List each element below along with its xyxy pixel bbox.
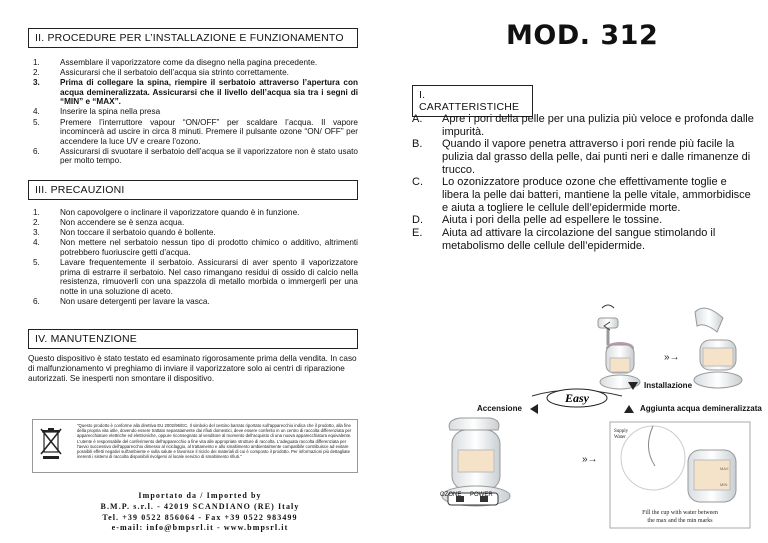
section3-title: III. PRECAUZIONI: [28, 180, 358, 200]
maintenance-text: Questo dispositivo è stato testato ed esaminato rigorosamente prima della vendita. In caso di malfunzionamento vi preghiamo di inviare il vaporizzatore solo ai centri di riparazione autorizzati. Se inesperti non smontare il dispositivo.: [28, 354, 357, 383]
list-item: B. Quando il vapore penetra attraverso i pori rende più facile la pulizia dal grasso della pelle, dai punti neri e dalle rimanenze di trucco.: [412, 138, 751, 176]
list-item: D. Aiuta i pori della pelle ad espellere le tossine.: [412, 214, 663, 227]
arrow-icon: »→: [582, 454, 598, 465]
list-item: 2. Assicurarsi che il serbatoio dell’acqua sia strinto correttamente.: [33, 68, 289, 78]
list-item: 4. Non mettere nel serbatoio nessun tipo di prodotto chimico o additivo, altrimenti potrebbero fuoriuscire getti d’acqua.: [33, 238, 358, 257]
disposal-text: "Questo prodotto è conforme alla direttiva EU 2002/96/EC. Il simbolo del cestino barrato riportato sull'apparecchio indica che il prodotto, alla fine della propria vita utile, dovendo essere trattato separatamente dai rifiuti domestici, deve essere conferito in un centro di raccolta differenziata per apparecchiature elettriche ed elettroniche, oppure riconsegnato al venditore al momento dell'acquisto di una nuova apparecchiatura equivalente. L'utente è responsabile del conferimento dell'apparecchio a fine vita alle appropriate strutture di raccolta. L'adeguata raccolta differenziata per l'avvio successivo dell'apparecchio dimesso al riciclaggio, al trattamento e allo smaltimento ambientalmente compatibile contribuisce ad evitare possibili effetti negativi sull'ambiente e sulla salute e favorisce il riciclo dei materiali di cui è composto il prodotto. Per informazioni più dettagliate inerenti i sistemi di raccolta disponibili rivolgersi al locale servizio di smaltimento rifiuti.": [77, 423, 352, 460]
triangle-icon: [530, 404, 538, 414]
installazione-label: Installazione: [628, 381, 692, 390]
aggiunta-label: Aggiunta acqua demineralizzata: [624, 404, 762, 413]
ozone-label: OZONE: [440, 492, 462, 498]
fill-instruction: the max and the min marks: [647, 518, 713, 524]
easy-logo: Easy: [565, 391, 589, 405]
max-mark: MAX: [720, 466, 729, 471]
list-item: 1. Non capovolgere o inclinare il vaporizzatore quando è in funzione.: [33, 208, 300, 217]
features-list: [412, 113, 755, 252]
list-item: 6. Non usare detergenti per lavare la vasca.: [33, 296, 210, 306]
list-item: 3. Prima di collegare la spina, riempire il serbatoio attraverso l’apertura con acqua demineralizzata. Assicurarsi che il livello dell’acqua sia tra i segni di “MIN” e “MAX”.: [33, 78, 358, 107]
list-item: A. Apre i pori della pelle per una pulizia più veloce e profonda dalle impurità.: [412, 113, 754, 138]
installation-list: [33, 58, 358, 167]
list-item: 6. Assicurarsi di svuotare il serbatoio dell’acqua se il vaporizzatore non è stato usato per molto tempo.: [33, 146, 358, 166]
water-label: Water: [614, 435, 626, 440]
list-item: 5. Premere l’interruttore vapour “ON/OFF” per scaldare l’acqua. Il vapore incomincerà ad uscire in circa 8 minuti. Premere il pulsante ozone “ON/ OFF” per accendere la luce UV e creare l’ozono.: [33, 117, 358, 146]
list-item: 3. Non toccare il serbatoio quando è bollente.: [33, 228, 216, 238]
accensione-label: Accensione: [477, 404, 538, 414]
power-label: POWER: [470, 492, 493, 498]
list-item: 5. Lavare frequentemente il serbatoio. Assicurarsi di aver spento il vaporizzatore prima di estrarre il serbatoio. Nel caso rimangano residui di ossido di calcio nella resistenza, rimuoverli con una spazzola di metallo morbida o immergerli per una notte in una soluzione di aceto.: [33, 257, 358, 296]
steamer-assembly-1: [598, 305, 640, 389]
list-item: 1. Assemblare il vaporizzatore come da disegno nella pagina precedente.: [33, 58, 318, 67]
importer-line: Importato da / Imported by: [138, 491, 262, 500]
importer-line: Tel. +39 0522 856064 - Fax +39 0522 983499: [102, 512, 298, 522]
arrow-icon: »→: [664, 352, 680, 363]
list-item: E. Aiuta ad attivare la circolazione del sangue stimolando il metabolismo delle cellule dell’epidermide.: [412, 227, 716, 252]
importer-line: B.M.P. s.r.l. - 42019 SCANDIANO (RE) Italy: [100, 501, 300, 511]
steamer-illustration: [420, 300, 760, 540]
section1-title: I. CARATTERISTICHE: [412, 85, 533, 117]
model-title: MOD. 312: [506, 20, 659, 51]
crossed-bin-icon: [39, 426, 63, 460]
section2-title: II. PROCEDURE PER L’INSTALLAZIONE E FUNZIONAMENTO: [28, 28, 358, 48]
list-item: 4. Inserire la spina nella presa: [33, 107, 161, 117]
fill-instruction: Fill the cup with water between: [642, 510, 718, 516]
triangle-icon: [628, 382, 638, 390]
list-item: 2. Non accendere se è senza acqua.: [33, 218, 185, 228]
supply-label: Supply: [614, 429, 629, 434]
min-mark: MIN: [720, 482, 728, 487]
importer-info: [70, 491, 330, 534]
importer-line: e-mail: info@bmpsrl.it - www.bmpsrl.it: [111, 523, 289, 533]
disposal-notice: [32, 419, 358, 473]
triangle-icon: [624, 405, 634, 413]
list-item: C. Lo ozonizzatore produce ozone che effettivamente toglie e libera la pelle dai batteri, mantiene la pelle vitale, ammorbidisce e aiuta a togliere le cellule dell’epidermide morte.: [412, 176, 751, 214]
section4-title: IV. MANUTENZIONE: [28, 329, 358, 349]
steamer-assembled-1: [694, 308, 742, 388]
precautions-list: [33, 208, 358, 307]
